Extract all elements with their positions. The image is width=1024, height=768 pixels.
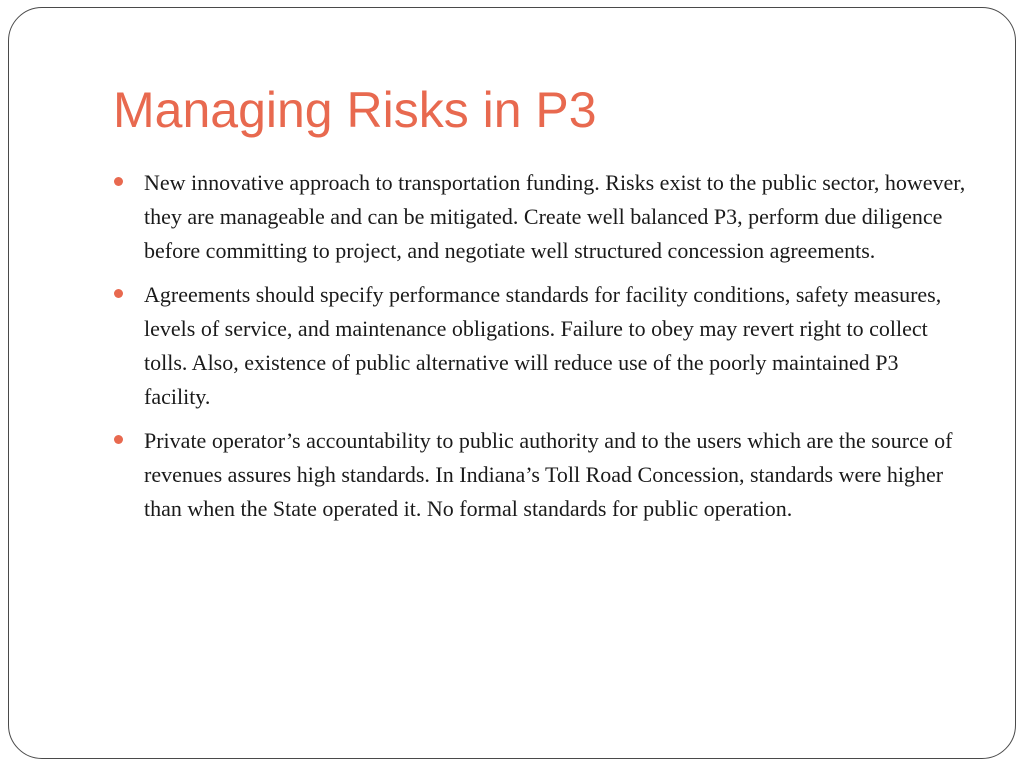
bullet-dot-icon — [114, 289, 123, 298]
bullet-item — [113, 424, 968, 526]
bullet-text: Agreements should specify performance standards for facility conditions, safety measures, levels of service, and maintenance obligations. Failure to obey may revert right to collect tolls. Also, existence of public alternative will reduce use of the poorly maintained P3 facility. — [144, 282, 942, 409]
bullet-item — [113, 278, 968, 414]
bullet-list — [113, 166, 968, 536]
slide-title: Managing Risks in P3 — [113, 82, 597, 138]
bullet-text: Private operator’s accountability to public authority and to the users which are the source of revenues assures high standards. In Indiana’s Toll Road Concession, standards were higher than when the State operated it. No formal standards for public operation. — [144, 428, 953, 521]
bullet-item — [113, 166, 968, 268]
bullet-dot-icon — [114, 177, 123, 186]
bullet-dot-icon — [114, 435, 123, 444]
bullet-text: New innovative approach to transportation funding. Risks exist to the public sector, however, they are manageable and can be mitigated. Create well balanced P3, perform due diligence before committing to project, and negotiate well structured concession agreements. — [144, 170, 966, 263]
